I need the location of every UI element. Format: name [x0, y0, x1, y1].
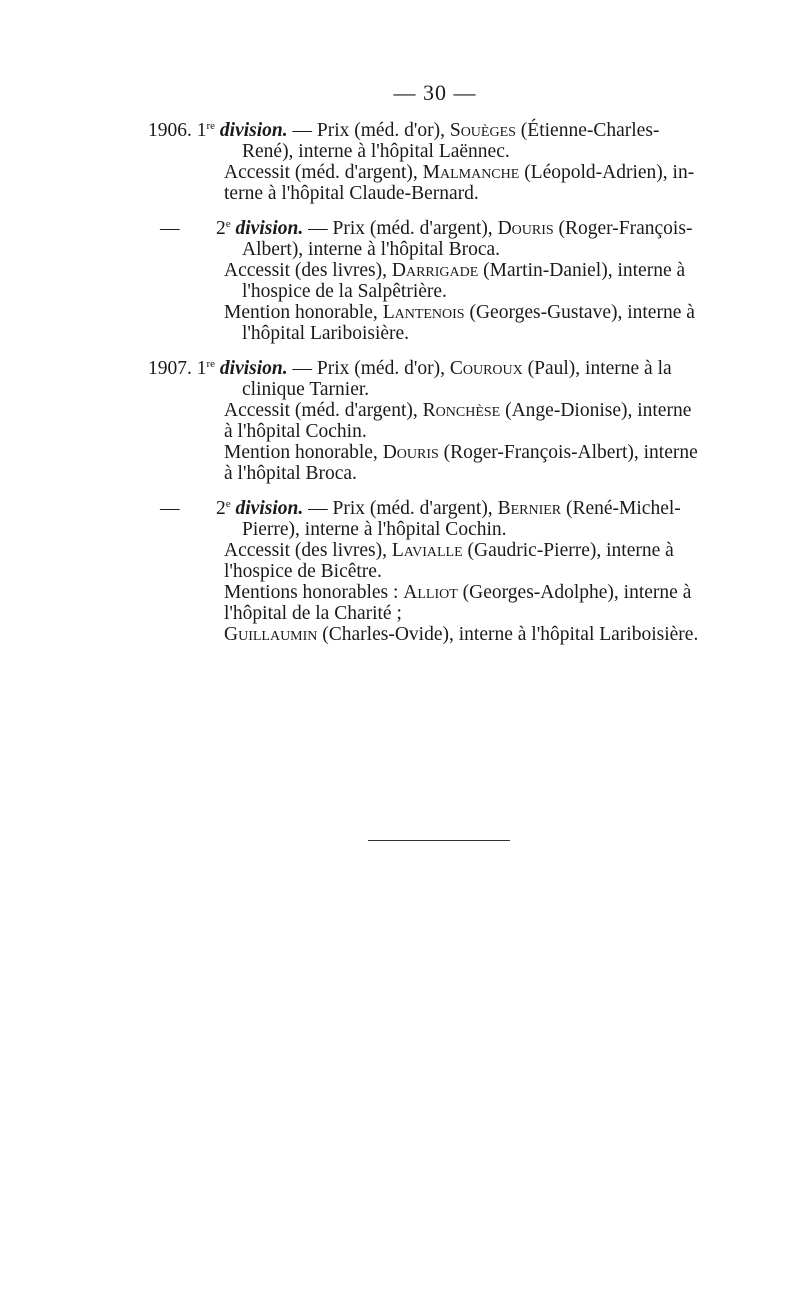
division-1-entry: [148, 358, 728, 484]
laureate-details: (Léopold-Adrien), in-: [519, 162, 695, 183]
laureate-name: Guillaumin: [224, 624, 318, 645]
laureate-name: Bernier: [497, 498, 562, 519]
prize-text: Mentions honorables :: [224, 582, 404, 603]
laureate-details: (Charles-Ovide), interne à l'hôpital Lariboisière.: [317, 624, 699, 645]
year-1907-section: [148, 358, 728, 645]
entry-line: à l'hôpital Cochin.: [224, 421, 367, 442]
prize-text: Accessit (des livres),: [224, 260, 392, 281]
entry-line: l'hospice de la Salpêtrière.: [242, 281, 447, 302]
laureate-name: Douris: [382, 442, 439, 463]
entry-line: [148, 218, 728, 239]
prize-text: Accessit (méd. d'argent),: [224, 162, 423, 183]
division-ordinal: e: [225, 218, 231, 230]
prize-text: Accessit (des livres),: [224, 540, 392, 561]
laureate-details: (Gaudric-Pierre), interne à: [462, 540, 674, 561]
entry-line: clinique Tarnier.: [242, 379, 370, 400]
laureate-details: (Roger-François-: [553, 218, 693, 239]
entry-line: [148, 260, 728, 281]
entry-line: terne à l'hôpital Claude-Bernard.: [224, 183, 479, 204]
entry-line: Pierre), interne à l'hôpital Cochin.: [242, 519, 507, 540]
laureate-name: Ronchèse: [422, 400, 501, 421]
division-number: 2: [216, 498, 226, 519]
page-number: — 30 —: [393, 80, 477, 105]
laureate-name: Souèges: [449, 120, 516, 141]
division-number: 2: [216, 218, 226, 239]
prize-text: — Prix (méd. d'or),: [287, 358, 450, 379]
division-ordinal: e: [225, 498, 231, 510]
laureate-name: Malmanche: [422, 162, 520, 183]
prize-text: Mention honorable,: [224, 442, 383, 463]
entry-line: Albert), interne à l'hôpital Broca.: [242, 239, 501, 260]
laureate-details: (Étienne-Charles-: [515, 120, 660, 141]
laureate-details: (Martin-Daniel), interne à: [478, 260, 686, 281]
division-ordinal: re: [206, 358, 216, 370]
entry-line: [148, 498, 728, 519]
prize-text: — Prix (méd. d'argent),: [303, 498, 498, 519]
division-number: 1: [196, 120, 207, 141]
entry-line: [148, 162, 728, 183]
division-2-entry: [148, 218, 728, 344]
entry-line: [148, 540, 728, 561]
prize-text: Accessit (méd. d'argent),: [224, 400, 423, 421]
laureate-details: (Georges-Adolphe), interne à: [457, 582, 692, 603]
ditto-dash: —: [160, 218, 180, 239]
division-1-entry: [148, 120, 728, 204]
entry-line: à l'hôpital Broca.: [224, 463, 357, 484]
entry-line: [148, 400, 728, 421]
year-label: 1907.: [148, 358, 192, 379]
entry-line: l'hôpital Lariboisière.: [242, 323, 410, 344]
laureate-details: (Paul), interne à la: [522, 358, 672, 379]
division-label: division.: [219, 358, 288, 379]
laureate-details: (Georges-Gustave), interne à: [464, 302, 695, 323]
entry-line: [148, 302, 728, 323]
ditto-dash: —: [160, 498, 180, 519]
division-label: division.: [235, 218, 304, 239]
prize-text: — Prix (méd. d'argent),: [303, 218, 498, 239]
entry-line: [148, 624, 728, 645]
year-label: 1906.: [148, 120, 192, 141]
division-label: division.: [235, 498, 304, 519]
division-number: 1: [196, 358, 207, 379]
laureate-name: Lantenois: [382, 302, 465, 323]
entry-line: [148, 582, 728, 603]
year-1906-section: [148, 120, 728, 344]
laureate-name: Lavialle: [391, 540, 463, 561]
end-rule: [368, 840, 510, 841]
laureate-name: Couroux: [449, 358, 523, 379]
entry-line: René), interne à l'hôpital Laënnec.: [242, 141, 510, 162]
entry-line: [148, 120, 728, 141]
entry-line: l'hospice de Bicêtre.: [224, 561, 382, 582]
division-2-entry: [148, 498, 728, 645]
division-ordinal: re: [206, 120, 216, 132]
entry-line: [148, 442, 728, 463]
prize-text: Mention honorable,: [224, 302, 383, 323]
laureate-details: (Roger-François-Albert), interne: [438, 442, 698, 463]
entry-line: l'hôpital de la Charité ;: [224, 603, 402, 624]
division-label: division.: [219, 120, 288, 141]
prize-text: — Prix (méd. d'or),: [287, 120, 450, 141]
laureate-name: Alliot: [403, 582, 458, 603]
laureate-name: Douris: [497, 218, 554, 239]
entry-line: [148, 358, 728, 379]
laureate-details: (René-Michel-: [561, 498, 681, 519]
laureate-details: (Ange-Dionise), interne: [500, 400, 692, 421]
laureate-name: Darrigade: [391, 260, 479, 281]
